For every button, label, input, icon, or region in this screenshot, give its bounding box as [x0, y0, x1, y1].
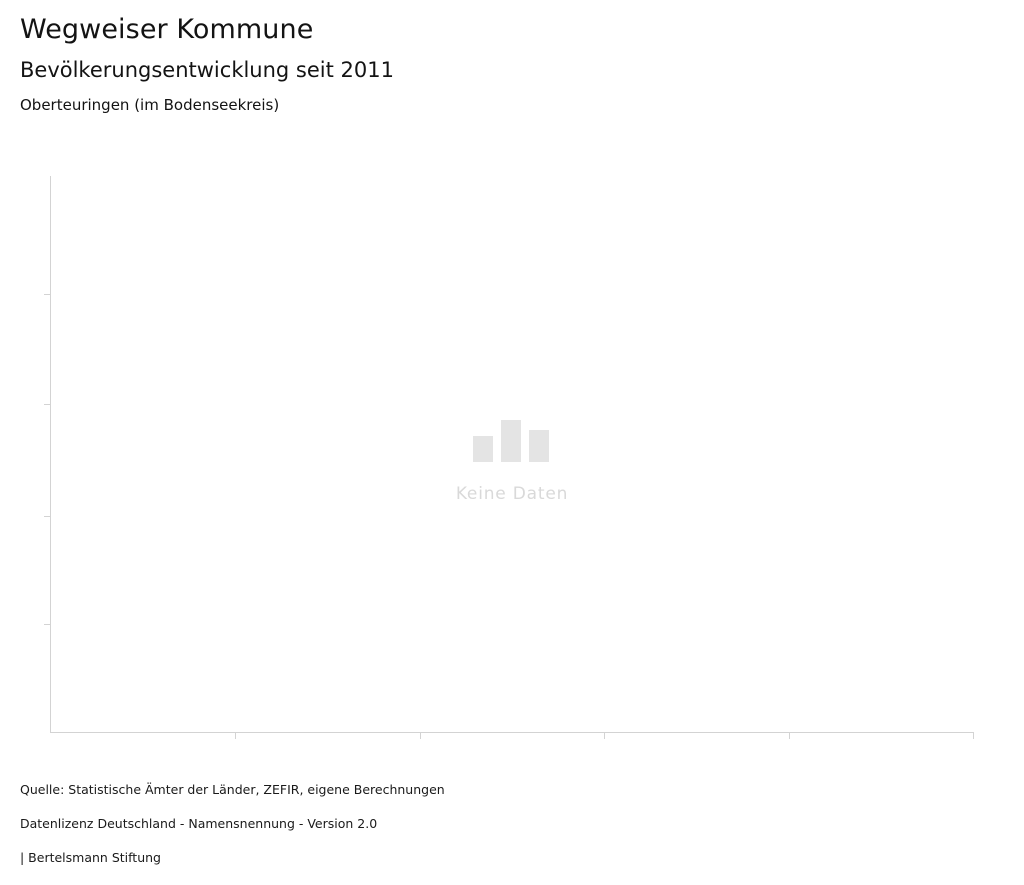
- x-axis-tick: [420, 733, 421, 739]
- x-axis-tick: [973, 733, 974, 739]
- y-axis-tick: [44, 404, 50, 405]
- x-axis: [50, 732, 974, 733]
- footer-publisher: | Bertelsmann Stiftung: [20, 850, 161, 865]
- footer-source: Quelle: Statistische Ämter der Länder, ZEFIR, eigene Berechnungen: [20, 782, 445, 797]
- chart-subtitle: Bevölkerungsentwicklung seit 2011: [20, 58, 394, 83]
- x-axis-tick: [604, 733, 605, 739]
- chart-region-label: Oberteuringen (im Bodenseekreis): [20, 96, 280, 115]
- empty-state-label: Keine Daten: [455, 483, 569, 504]
- bar-chart-icon: [473, 406, 551, 466]
- chart-container: [20, 160, 1004, 760]
- y-axis-tick: [44, 624, 50, 625]
- y-axis: [50, 176, 51, 733]
- x-axis-tick: [235, 733, 236, 739]
- x-axis-tick: [789, 733, 790, 739]
- page-title: Wegweiser Kommune: [20, 14, 314, 45]
- page-header: [20, 14, 1004, 114]
- chart-footer: [20, 782, 1004, 865]
- footer-license: Datenlizenz Deutschland - Namensnennung - Version 2.0: [20, 816, 378, 831]
- y-axis-tick: [44, 294, 50, 295]
- chart-plot-area: [50, 176, 974, 733]
- y-axis-tick: [44, 516, 50, 517]
- empty-state: [50, 406, 974, 504]
